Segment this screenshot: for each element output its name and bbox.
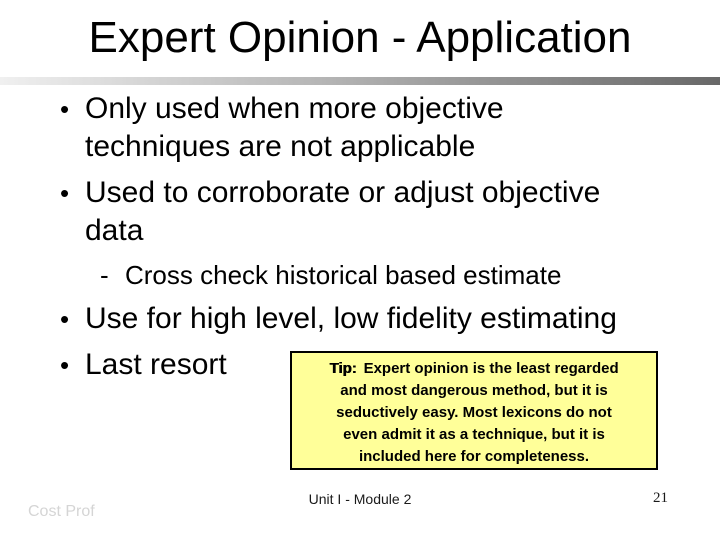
bullet-line: Cross check historical based estimate	[125, 260, 562, 290]
bullet-line: data	[85, 214, 144, 247]
tip-box	[290, 351, 658, 470]
tip-line: seductively easy. Most lexicons do not	[336, 404, 612, 421]
dash-marker: -	[100, 260, 109, 290]
sub-bullet-item	[60, 258, 665, 292]
bullet-marker: •	[60, 304, 70, 334]
bullet-marker: •	[60, 350, 70, 380]
bullet-item-2	[60, 174, 665, 250]
bullet-text	[85, 174, 600, 250]
bullet-list	[60, 90, 665, 392]
bullet-line: techniques are not applicable	[85, 130, 476, 163]
bullet-text	[85, 346, 227, 384]
bullet-marker: •	[60, 94, 70, 124]
page-number: 21	[653, 490, 668, 506]
footer-module-label: Unit I - Module 2	[308, 491, 412, 507]
bullet-text	[85, 90, 504, 166]
tip-line	[292, 358, 656, 380]
bullet-text	[125, 258, 561, 292]
footer-watermark: Cost Prof	[28, 503, 95, 520]
bullet-line: Last resort	[85, 348, 227, 381]
bullet-item-3	[60, 300, 665, 338]
tip-text: Expert opinion is the least regarded	[363, 360, 619, 377]
bullet-line: Used to corroborate or adjust objective	[85, 176, 601, 209]
bullet-text	[85, 300, 617, 338]
title-divider	[0, 77, 720, 85]
slide-title: Expert Opinion - Application	[88, 13, 632, 62]
bullet-line: Use for high level, low fidelity estimating	[85, 302, 617, 335]
tip-line: included here for completeness.	[358, 448, 590, 465]
tip-line: and most dangerous method, but it is	[340, 382, 608, 399]
tip-line: even admit it as a technique, but it is	[343, 426, 605, 443]
bullet-item-1	[60, 90, 665, 166]
tip-label: Tip:	[329, 360, 357, 377]
bullet-line: Only used when more objective	[85, 92, 504, 125]
bullet-marker: •	[60, 178, 70, 208]
